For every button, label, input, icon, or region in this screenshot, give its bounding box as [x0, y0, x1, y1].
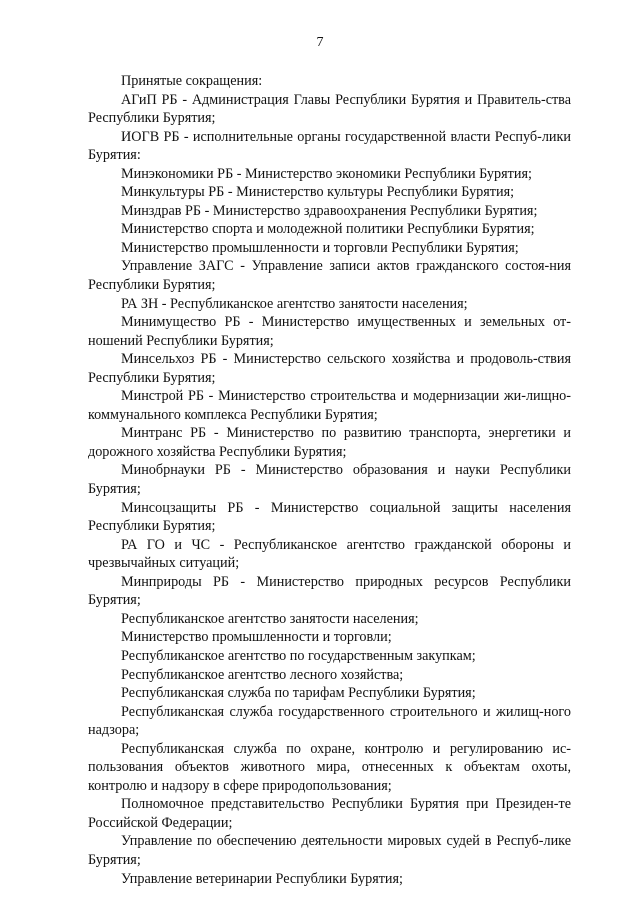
abbreviation-item: Минтранс РБ - Министерство по развитию транспорта, энергетики и дорожного хозяйства Республики Бурятия;	[88, 425, 571, 460]
abbreviation-item: Минкультуры РБ - Министерство культуры Республики Бурятия;	[121, 184, 515, 201]
abbreviation-item: РА ЗН - Республиканское агентство занятости населения;	[121, 295, 468, 312]
abbreviation-item: Минстрой РБ - Министерство строительства и модернизации жи-лищно-коммунального комплекса Республики Бурятия;	[88, 388, 571, 423]
abbreviation-item: Министерство промышленности и торговли Республики Бурятия;	[121, 239, 519, 256]
abbreviations-list	[88, 72, 571, 888]
abbreviation-item: Минсельхоз РБ - Министерство сельского хозяйства и продоволь-ствия Республики Бурятия;	[88, 351, 571, 386]
abbreviation-item: Полномочное представительство Республики Бурятия при Президен-те Российской Федерации;	[88, 796, 571, 831]
page-number: 7	[316, 35, 324, 50]
abbreviations-heading: Принятые сокращения:	[121, 73, 263, 89]
abbreviation-item: Республиканское агентство лесного хозяйства;	[121, 666, 404, 683]
abbreviation-item: Республиканская служба по охране, контролю и регулированию ис-пользования объектов животного мира, отнесенных к объектам охоты, контролю и надзору в сфере природопользования;	[88, 740, 571, 794]
abbreviation-item: Минприроды РБ - Министерство природных ресурсов Республики Бурятия;	[88, 573, 571, 609]
abbreviation-item: Управление ЗАГС - Управление записи актов гражданского состоя-ния Республики Бурятия;	[88, 258, 571, 294]
abbreviation-item: Минсоцзащиты РБ - Министерство социальной защиты населения Республики Бурятия;	[88, 499, 571, 535]
abbreviation-item: Министерство промышленности и торговли;	[121, 629, 392, 646]
abbreviation-item: Республиканская служба по тарифам Республики Бурятия;	[121, 685, 476, 702]
abbreviation-item: Управление ветеринарии Республики Бурятия;	[121, 870, 403, 887]
abbreviation-item: Республиканское агентство занятости населения;	[121, 610, 419, 627]
abbreviation-item: Минобрнауки РБ - Министерство образования и науки Республики Бурятия;	[88, 462, 571, 498]
abbreviation-item: Министерство спорта и молодежной политики Республики Бурятия;	[121, 221, 535, 238]
abbreviation-item: АГиП РБ - Администрация Главы Республики Бурятия и Правитель-ства Республики Бурятия;	[88, 91, 571, 127]
abbreviation-item: Минздрав РБ - Министерство здравоохранения Республики Бурятия;	[121, 202, 538, 219]
abbreviation-item: ИОГВ РБ - исполнительные органы государственной власти Респуб-лики Бурятия:	[88, 128, 571, 164]
abbreviation-item: Республиканское агентство по государственным закупкам;	[121, 647, 476, 664]
abbreviation-item: Минэкономики РБ - Министерство экономики Республики Бурятия;	[121, 165, 532, 182]
abbreviation-item: РА ГО и ЧС - Республиканское агентство гражданской обороны и чрезвычайных ситуаций;	[88, 536, 571, 572]
abbreviation-item: Республиканская служба государственного строительного и жилищ-ного надзора;	[88, 703, 571, 739]
abbreviation-item: Управление по обеспечению деятельности мировых судей в Респуб-лике Бурятия;	[88, 833, 571, 868]
abbreviation-item: Минимущество РБ - Министерство имущественных и земельных от-ношений Республики Бурятия;	[88, 314, 571, 349]
